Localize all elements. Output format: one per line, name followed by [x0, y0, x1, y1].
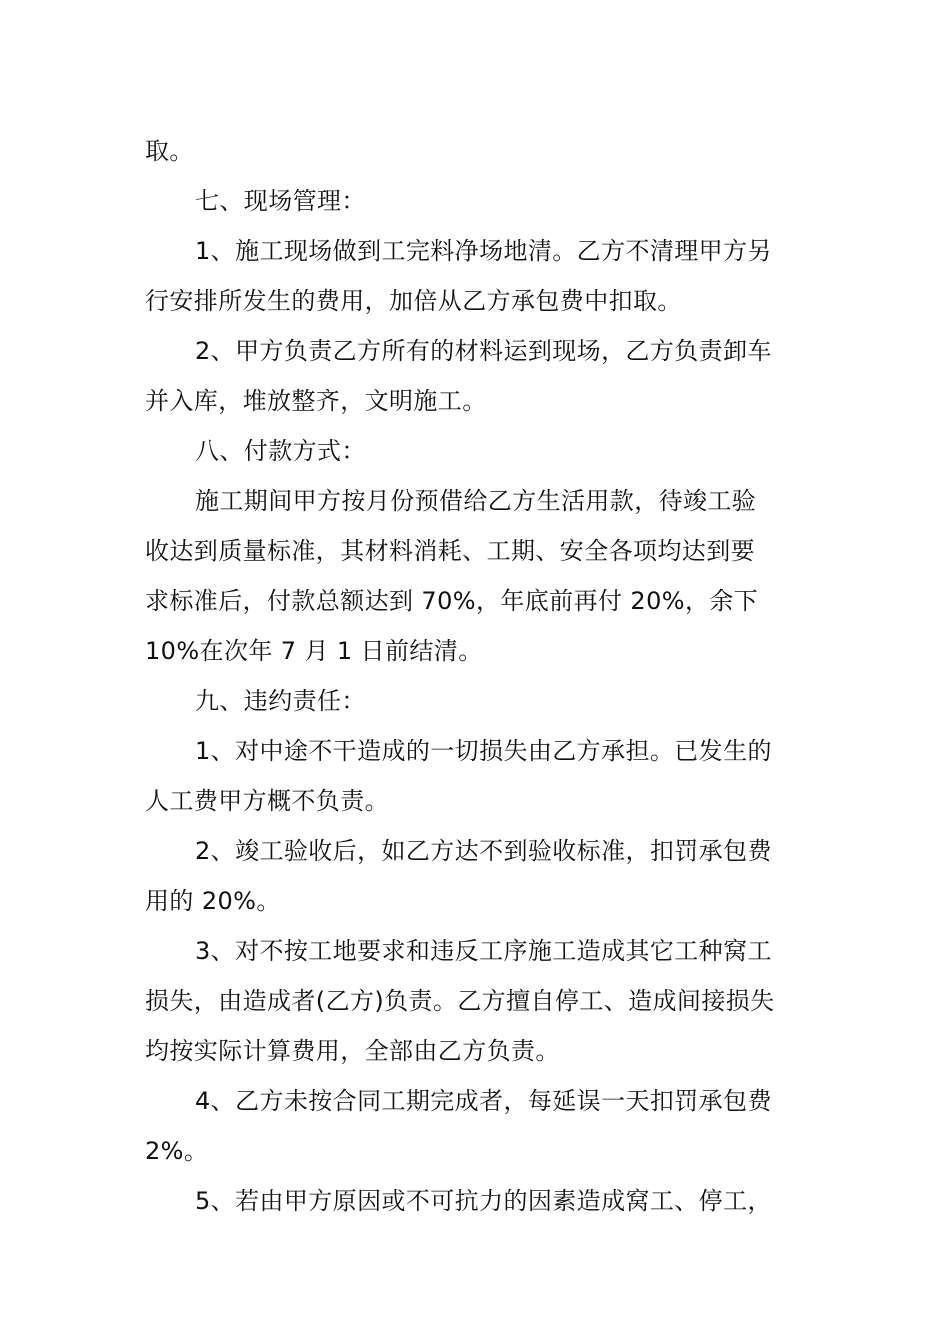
text-line: 取。 [145, 137, 194, 165]
section-heading-site-management: 七、现场管理： [195, 187, 366, 215]
text-line: 1、对中途不干造成的一切损失由乙方承担。已发生的 [195, 737, 772, 765]
text-line: 2、竣工验收后，如乙方达不到验收标准，扣罚承包费 [195, 837, 772, 865]
text-line: 求标准后，付款总额达到 70%，年底前再付 20%，余下 [145, 587, 759, 615]
text-line: 并入库，堆放整齐，文明施工。 [145, 387, 487, 415]
text-line: 用的 20%。 [145, 887, 281, 915]
document-body [145, 126, 810, 1226]
text-line: 10%在次年 7 月 1 日前结清。 [145, 637, 483, 665]
text-line: 4、乙方未按合同工期完成者，每延误一天扣罚承包费 [195, 1087, 772, 1115]
text-line: 1、施工现场做到工完料净场地清。乙方不清理甲方另 [195, 237, 772, 265]
text-line: 2%。 [145, 1137, 209, 1165]
text-line: 施工期间甲方按月份预借给乙方生活用款，待竣工验 [195, 487, 757, 515]
section-heading-payment: 八、付款方式： [195, 437, 366, 465]
text-line: 5、若由甲方原因或不可抗力的因素造成窝工、停工， [195, 1187, 772, 1215]
text-line: 人工费甲方概不负责。 [145, 787, 389, 815]
text-line: 均按实际计算费用，全部由乙方负责。 [145, 1037, 560, 1065]
text-line: 2、甲方负责乙方所有的材料运到现场，乙方负责卸车 [195, 337, 772, 365]
text-line: 损失，由造成者(乙方)负责。乙方擅自停工、造成间接损失 [145, 987, 775, 1015]
text-line: 收达到质量标准，其材料消耗、工期、安全各项均达到要 [145, 537, 755, 565]
text-line: 3、对不按工地要求和违反工序施工造成其它工种窝工 [195, 937, 772, 965]
section-heading-liability: 九、违约责任： [195, 687, 366, 715]
text-line: 行安排所发生的费用，加倍从乙方承包费中扣取。 [145, 287, 682, 315]
